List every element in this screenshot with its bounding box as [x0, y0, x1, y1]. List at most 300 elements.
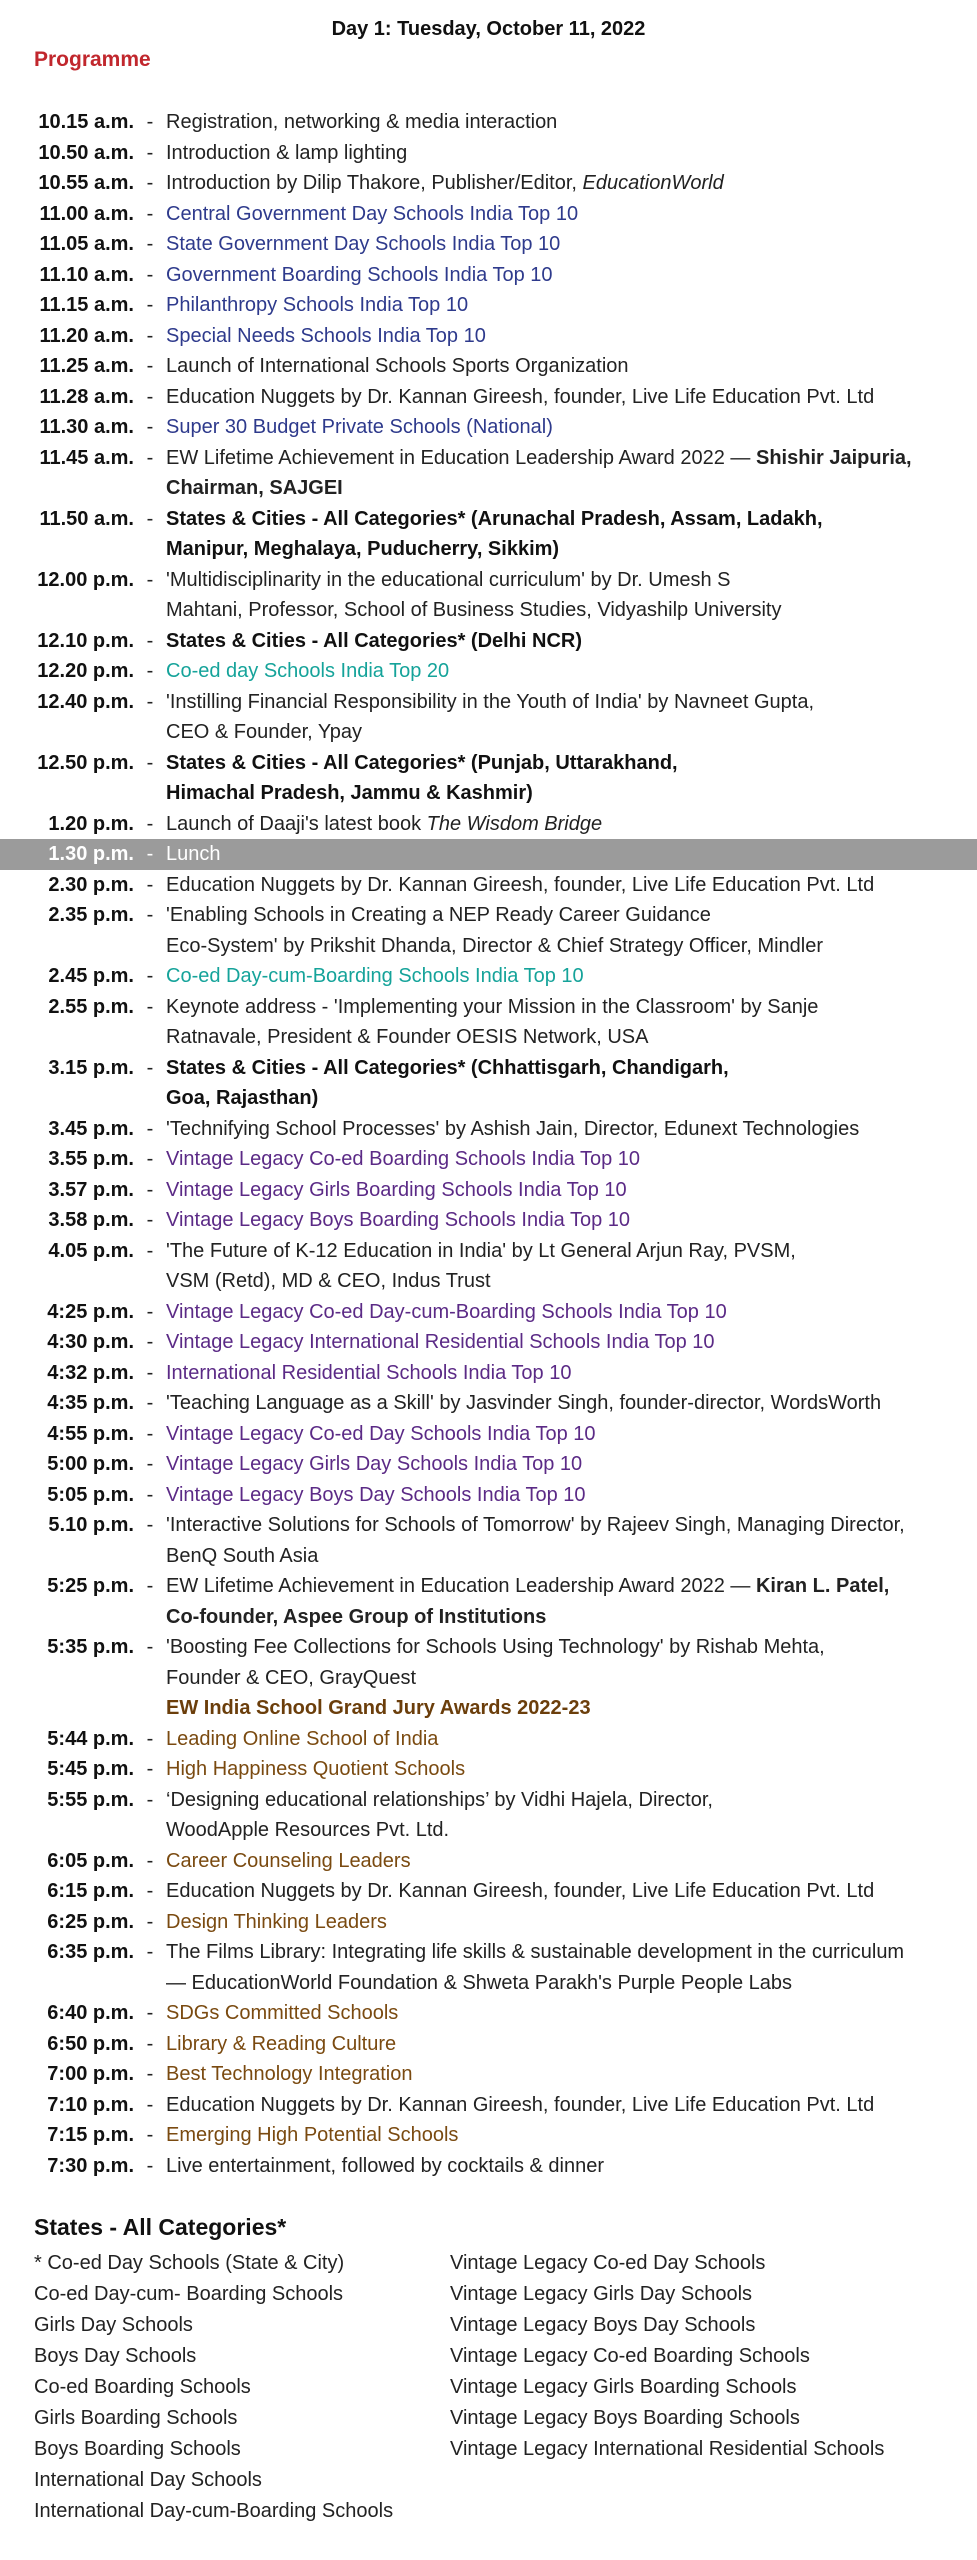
schedule-separator: - [146, 385, 154, 408]
schedule-description [166, 1937, 936, 1998]
schedule-row [0, 1937, 977, 1998]
schedule-row [0, 1724, 977, 1755]
schedule-row-highlight [0, 839, 977, 870]
schedule-separator: - [146, 1361, 154, 1384]
schedule-row [0, 168, 977, 199]
schedule-row [0, 504, 977, 565]
schedule-separator: - [146, 2093, 154, 2116]
description-segment: Career Counseling Leaders [166, 1849, 411, 1872]
schedule-row [0, 412, 977, 443]
category-item: International Day Schools [34, 2469, 262, 2491]
schedule-time: 5.10 p.m. [48, 1514, 134, 1536]
schedule-separator: - [146, 294, 154, 316]
description-segment: State Government Day Schools India Top 10 [166, 233, 561, 255]
description-segment: High Happiness Quotient Schools [166, 1758, 466, 1780]
schedule-row [0, 748, 977, 809]
schedule-row [0, 1846, 977, 1877]
schedule-time: 11.00 a.m. [39, 202, 134, 225]
category-item: Boys Boarding Schools [34, 2438, 241, 2460]
schedule-row [0, 1510, 977, 1571]
schedule-description [166, 290, 936, 321]
schedule-time: 11.50 a.m. [39, 507, 134, 530]
schedule-separator: - [146, 843, 154, 865]
description-segment: Mahtani, Professor, School of Business Studies, Vidyashilp University [166, 599, 782, 621]
description-segment: VSM (Retd), MD & CEO, Indus Trust [166, 1270, 491, 1292]
schedule-separator: - [146, 995, 154, 1018]
schedule-separator: - [146, 965, 154, 987]
description-line [166, 809, 936, 840]
category-item: Co-ed Day-cum- Boarding Schools [34, 2283, 344, 2305]
schedule-separator: - [146, 2002, 154, 2024]
schedule-row [0, 1388, 977, 1419]
schedule-row [0, 809, 977, 840]
schedule-separator: - [146, 111, 154, 133]
schedule-time: 4.05 p.m. [48, 1239, 134, 1262]
schedule-description [166, 870, 936, 901]
description-segment: Central Government Day Schools India Top 10 [166, 202, 579, 225]
schedule-separator: - [146, 202, 154, 225]
description-line [166, 290, 936, 321]
schedule-separator: - [146, 1910, 154, 1933]
category-item: Vintage Legacy Boys Boarding Schools [450, 2407, 800, 2429]
schedule-time: 6:05 p.m. [47, 1849, 134, 1872]
schedule-description [166, 687, 936, 748]
description-line [166, 260, 936, 291]
schedule-time: 5:25 p.m. [47, 1575, 134, 1597]
schedule-time: 4:32 p.m. [47, 1361, 134, 1384]
description-segment: Best Technology Integration [166, 2063, 413, 2085]
schedule-time: 10.50 a.m. [38, 141, 134, 164]
schedule-row [0, 687, 977, 748]
states-heading: States - All Categories* [34, 2214, 287, 2240]
schedule-row [0, 656, 977, 687]
schedule-description [166, 1754, 936, 1785]
description-segment: Design Thinking Leaders [166, 1910, 387, 1933]
schedule-row [0, 1114, 977, 1145]
description-segment: Vintage Legacy Co-ed Boarding Schools India Top 10 [166, 1148, 641, 1170]
description-segment: Registration, networking & media interaction [166, 111, 558, 133]
states-list-left [34, 2248, 393, 2527]
schedule-description [166, 900, 936, 961]
schedule-description [166, 1236, 936, 1297]
schedule-time: 11.10 a.m. [39, 263, 134, 286]
schedule-time: 4:55 p.m. [47, 1422, 134, 1445]
schedule-time: 6:50 p.m. [47, 2032, 134, 2055]
schedule-time: 3.57 p.m. [48, 1178, 134, 1201]
schedule-description [166, 961, 936, 992]
schedule-separator: - [146, 1758, 154, 1780]
schedule-description [166, 809, 936, 840]
description-line [166, 778, 936, 809]
description-segment: International Residential Schools India Top 10 [166, 1361, 572, 1384]
description-segment: BenQ South Asia [166, 1544, 319, 1567]
schedule-row [0, 1693, 977, 1724]
schedule-separator: - [146, 507, 154, 530]
schedule-separator: - [146, 2032, 154, 2055]
schedule-description [166, 1114, 936, 1145]
description-segment: Vintage Legacy Boys Day Schools India Top 10 [166, 1483, 586, 1506]
category-item: Vintage Legacy Boys Day Schools [450, 2314, 756, 2336]
schedule-description [166, 2059, 936, 2090]
description-segment: Launch of International Schools Sports Organization [166, 355, 629, 377]
description-segment: Education Nuggets by Dr. Kannan Gireesh, founder, Live Life Education Pvt. Ltd [166, 385, 875, 408]
description-segment: Co-ed Day-cum-Boarding Schools India Top 10 [166, 965, 584, 987]
description-line [166, 1785, 936, 1816]
description-line [166, 504, 936, 535]
description-line [166, 1144, 936, 1175]
description-segment: Kiran L. Patel, [755, 1575, 890, 1597]
description-segment: Chairman, SAJGEI [166, 477, 343, 499]
description-line [166, 107, 936, 138]
schedule-description [166, 199, 936, 230]
description-line [166, 839, 936, 870]
description-line [166, 1419, 936, 1450]
description-line [166, 931, 936, 962]
schedule-separator: - [146, 660, 154, 682]
description-line [166, 412, 936, 443]
schedule-row [0, 626, 977, 657]
schedule-time: 11.20 a.m. [39, 324, 134, 347]
schedule-separator: - [146, 141, 154, 164]
schedule-description [166, 1632, 936, 1693]
description-line [166, 1876, 936, 1907]
description-segment: States & Cities - All Categories* (Delhi NCR) [166, 629, 583, 652]
schedule-time: 5:45 p.m. [47, 1758, 134, 1780]
description-segment: Education Nuggets by Dr. Kannan Gireesh, founder, Live Life Education Pvt. Ltd [166, 873, 875, 896]
schedule-description [166, 443, 936, 504]
schedule-description [166, 351, 936, 382]
description-segment: Founder & CEO, GrayQuest [166, 1666, 417, 1689]
schedule-description [166, 839, 936, 870]
description-line [166, 1510, 936, 1541]
schedule-time: 12.00 p.m. [37, 568, 134, 591]
description-segment: Keynote address - 'Implementing your Mission in the Classroom' by Sanje [166, 995, 819, 1018]
schedule-row [0, 1907, 977, 1938]
description-line [166, 351, 936, 382]
schedule-separator: - [146, 904, 154, 926]
description-segment: — EducationWorld Foundation & Shweta Parakh's Purple People Labs [166, 1971, 793, 1994]
description-segment: Himachal Pradesh, Jammu & Kashmir) [166, 782, 533, 804]
description-segment: EW Lifetime Achievement in Education Leadership Award 2022 — [166, 1575, 756, 1597]
schedule-description [166, 2029, 936, 2060]
schedule-row [0, 1785, 977, 1846]
schedule-row [0, 2090, 977, 2121]
schedule-row [0, 2029, 977, 2060]
description-segment: Vintage Legacy Co-ed Day Schools India Top 10 [166, 1422, 596, 1445]
schedule-row [0, 199, 977, 230]
schedule-row [0, 1449, 977, 1480]
schedule-description [166, 1571, 936, 1632]
schedule-description [166, 1388, 936, 1419]
description-line [166, 473, 936, 504]
schedule-time: 11.30 a.m. [39, 416, 134, 438]
description-line [166, 1602, 936, 1633]
description-line [166, 2029, 936, 2060]
schedule-description [166, 1998, 936, 2029]
description-line [166, 382, 936, 413]
schedule-separator: - [146, 629, 154, 652]
schedule-separator: - [146, 1849, 154, 1872]
description-segment: 'Technifying School Processes' by Ashish Jain, Director, Edunext Technologies [166, 1117, 860, 1140]
category-item: Vintage Legacy Co-ed Boarding Schools [450, 2345, 810, 2367]
schedule-time: 1.30 p.m. [48, 843, 134, 865]
schedule-row [0, 1144, 977, 1175]
schedule-description [166, 2120, 936, 2151]
schedule-row [0, 565, 977, 626]
category-item: Girls Day Schools [34, 2314, 193, 2336]
schedule-time: 5:05 p.m. [47, 1483, 134, 1506]
schedule-separator: - [146, 1788, 154, 1811]
description-segment: Philanthropy Schools India Top 10 [166, 294, 469, 316]
description-segment: Live entertainment, followed by cocktails & dinner [166, 2154, 605, 2177]
description-line [166, 1114, 936, 1145]
schedule-separator: - [146, 355, 154, 377]
schedule-row [0, 870, 977, 901]
schedule-separator: - [146, 1148, 154, 1170]
schedule-time: 5:00 p.m. [47, 1453, 134, 1475]
description-line [166, 961, 936, 992]
description-segment: Vintage Legacy Girls Day Schools India Top 10 [166, 1453, 583, 1475]
description-line [166, 2059, 936, 2090]
description-line [166, 2090, 936, 2121]
schedule-row [0, 1205, 977, 1236]
schedule-description [166, 1693, 936, 1724]
schedule-row [0, 443, 977, 504]
description-segment: The Films Library: Integrating life skills & sustainable development in the curriculum [166, 1941, 905, 1963]
description-segment: Introduction by Dilip Thakore, Publisher/Editor, [166, 172, 583, 194]
schedule-separator: - [146, 1117, 154, 1140]
schedule-description [166, 1876, 936, 1907]
description-line [166, 1632, 936, 1663]
description-line [166, 1022, 936, 1053]
schedule-time: 11.05 a.m. [39, 233, 134, 255]
schedule-description [166, 1785, 936, 1846]
schedule-row [0, 1358, 977, 1389]
schedule-separator: - [146, 1575, 154, 1597]
category-item: Vintage Legacy Girls Day Schools [450, 2283, 753, 2305]
schedule-row [0, 290, 977, 321]
schedule-separator: - [146, 1941, 154, 1963]
description-line [166, 656, 936, 687]
schedule-time: 3.45 p.m. [48, 1117, 134, 1140]
description-line [166, 1998, 936, 2029]
schedule-row [0, 1571, 977, 1632]
description-line [166, 1266, 936, 1297]
schedule-time: 7:30 p.m. [47, 2154, 134, 2177]
description-line [166, 687, 936, 718]
schedule-time: 2.55 p.m. [48, 995, 134, 1018]
page-title: Day 1: Tuesday, October 11, 2022 [331, 18, 646, 40]
schedule-description [166, 1907, 936, 1938]
description-line [166, 168, 936, 199]
description-line [166, 1388, 936, 1419]
category-item: * Co-ed Day Schools (State & City) [34, 2252, 345, 2274]
schedule-time: 7:15 p.m. [47, 2124, 134, 2146]
schedule-description [166, 138, 936, 169]
description-line [166, 2120, 936, 2151]
description-line [166, 321, 936, 352]
description-line [166, 1083, 936, 1114]
description-line [166, 1175, 936, 1206]
description-line [166, 626, 936, 657]
description-line [166, 1937, 936, 1968]
description-line [166, 1205, 936, 1236]
description-segment: Government Boarding Schools India Top 10 [166, 263, 553, 286]
schedule-description [166, 992, 936, 1053]
description-segment: Vintage Legacy Girls Boarding Schools India Top 10 [166, 1178, 627, 1201]
description-segment: Co-ed day Schools India Top 20 [166, 660, 450, 682]
schedule-description [166, 107, 936, 138]
schedule-separator: - [146, 1514, 154, 1536]
schedule-separator: - [146, 172, 154, 194]
schedule-description [166, 1724, 936, 1755]
schedule-time: 12.20 p.m. [37, 660, 134, 682]
description-line [166, 1846, 936, 1877]
description-segment: Leading Online School of India [166, 1727, 439, 1750]
schedule-description [166, 656, 936, 687]
schedule-description [166, 321, 936, 352]
schedule-separator: - [146, 233, 154, 255]
schedule-time: 6:15 p.m. [47, 1880, 134, 1902]
schedule-separator: - [146, 1209, 154, 1231]
schedule-separator: - [146, 2124, 154, 2146]
description-line [166, 565, 936, 596]
description-segment: Co-founder, Aspee Group of Institutions [166, 1605, 547, 1628]
schedule-row [0, 382, 977, 413]
schedule-separator: - [146, 690, 154, 713]
schedule-time: 1.20 p.m. [48, 812, 134, 835]
schedule-time: 4:25 p.m. [47, 1300, 134, 1323]
description-segment: Lunch [166, 843, 221, 865]
description-segment: EW India School Grand Jury Awards 2022-23 [166, 1697, 591, 1719]
description-line [166, 1358, 936, 1389]
schedule-description [166, 748, 936, 809]
schedule-time: 12.40 p.m. [37, 690, 134, 713]
category-item: International Day-cum-Boarding Schools [34, 2500, 394, 2522]
description-segment: Introduction & lamp lighting [166, 141, 408, 164]
schedule-row [0, 900, 977, 961]
schedule-description [166, 1480, 936, 1511]
category-item: Co-ed Boarding Schools [34, 2376, 251, 2398]
schedule-row [0, 1236, 977, 1297]
description-segment: States & Cities - All Categories* (Arunachal Pradesh, Assam, Ladakh, [166, 507, 823, 530]
schedule-description [166, 1175, 936, 1206]
schedule-time: 6:25 p.m. [47, 1910, 134, 1933]
description-segment: The Wisdom Bridge [426, 812, 603, 835]
schedule-row [0, 1998, 977, 2029]
description-segment: Vintage Legacy Boys Boarding Schools India Top 10 [166, 1209, 631, 1231]
schedule-time: 7:00 p.m. [47, 2063, 134, 2085]
description-segment: CEO & Founder, Ypay [166, 721, 363, 743]
category-item: Vintage Legacy International Residential Schools [450, 2438, 885, 2460]
description-segment: Eco-System' by Prikshit Dhanda, Director & Chief Strategy Officer, Mindler [166, 934, 824, 957]
description-segment: Vintage Legacy Co-ed Day-cum-Boarding Schools India Top 10 [166, 1300, 727, 1323]
description-line [166, 199, 936, 230]
schedule-row [0, 351, 977, 382]
schedule-row [0, 1419, 977, 1450]
category-item: Vintage Legacy Girls Boarding Schools [450, 2376, 797, 2398]
description-segment: Goa, Rajasthan) [166, 1087, 319, 1109]
schedule-separator: - [146, 568, 154, 591]
schedule-separator: - [146, 873, 154, 896]
schedule-time: 11.15 a.m. [39, 294, 134, 316]
description-line [166, 1968, 936, 1999]
schedule-separator: - [146, 1727, 154, 1750]
description-line [166, 900, 936, 931]
schedule-description [166, 565, 936, 626]
description-segment: 'Teaching Language as a Skill' by Jasvinder Singh, founder-director, WordsWorth [166, 1392, 882, 1414]
description-line [166, 1449, 936, 1480]
description-line [166, 595, 936, 626]
schedule-description [166, 626, 936, 657]
schedule-row [0, 138, 977, 169]
schedule-description [166, 1327, 936, 1358]
schedule-row [0, 1297, 977, 1328]
schedule-separator: - [146, 446, 154, 469]
description-line [166, 1541, 936, 1572]
description-line [166, 443, 936, 474]
schedule-separator: - [146, 1880, 154, 1902]
description-segment: Shishir Jaipuria, [755, 446, 912, 469]
schedule-description [166, 1510, 936, 1571]
schedule-row [0, 2059, 977, 2090]
description-line [166, 1724, 936, 1755]
schedule-description [166, 1449, 936, 1480]
schedule-description [166, 1205, 936, 1236]
schedule-separator: - [146, 1422, 154, 1445]
schedule-separator: - [146, 1178, 154, 1201]
schedule-row [0, 1632, 977, 1693]
description-segment: 'Multidisciplinarity in the educational curriculum' by Dr. Umesh S [166, 568, 731, 591]
schedule-time: 2.30 p.m. [48, 873, 134, 896]
description-segment: ‘Designing educational relationships’ by Vidhi Hajela, Director, [166, 1788, 713, 1811]
schedule-time: 11.28 a.m. [39, 385, 134, 408]
description-segment: Library & Reading Culture [166, 2032, 397, 2055]
description-segment: Super 30 Budget Private Schools (National) [166, 416, 553, 438]
schedule-row [0, 1053, 977, 1114]
schedule-time: 4:35 p.m. [47, 1392, 134, 1414]
schedule-description [166, 412, 936, 443]
description-line [166, 748, 936, 779]
schedule-description [166, 504, 936, 565]
schedule-separator: - [146, 1392, 154, 1414]
schedule-description [166, 1053, 936, 1114]
schedule-time: 10.15 a.m. [38, 111, 134, 133]
schedule-description [166, 229, 936, 260]
description-line [166, 1571, 936, 1602]
description-segment: Vintage Legacy International Residential Schools India Top 10 [166, 1331, 715, 1353]
schedule-separator: - [146, 324, 154, 347]
schedule-row [0, 992, 977, 1053]
schedule-time: 10.55 a.m. [38, 172, 134, 194]
description-segment: Special Needs Schools India Top 10 [166, 324, 486, 347]
schedule-row [0, 2151, 977, 2182]
schedule-separator: - [146, 1483, 154, 1506]
description-line [166, 1907, 936, 1938]
schedule-separator: - [146, 1453, 154, 1475]
description-line [166, 717, 936, 748]
schedule-description [166, 1297, 936, 1328]
schedule-row [0, 961, 977, 992]
schedule-time: 5:44 p.m. [47, 1727, 134, 1750]
description-line [166, 1053, 936, 1084]
description-segment: 'Enabling Schools in Creating a NEP Ready Career Guidance [166, 904, 711, 926]
schedule-row [0, 1876, 977, 1907]
description-line [166, 1815, 936, 1846]
schedule-separator: - [146, 2063, 154, 2085]
schedule-row [0, 1175, 977, 1206]
schedule-time: 5:55 p.m. [47, 1788, 134, 1811]
